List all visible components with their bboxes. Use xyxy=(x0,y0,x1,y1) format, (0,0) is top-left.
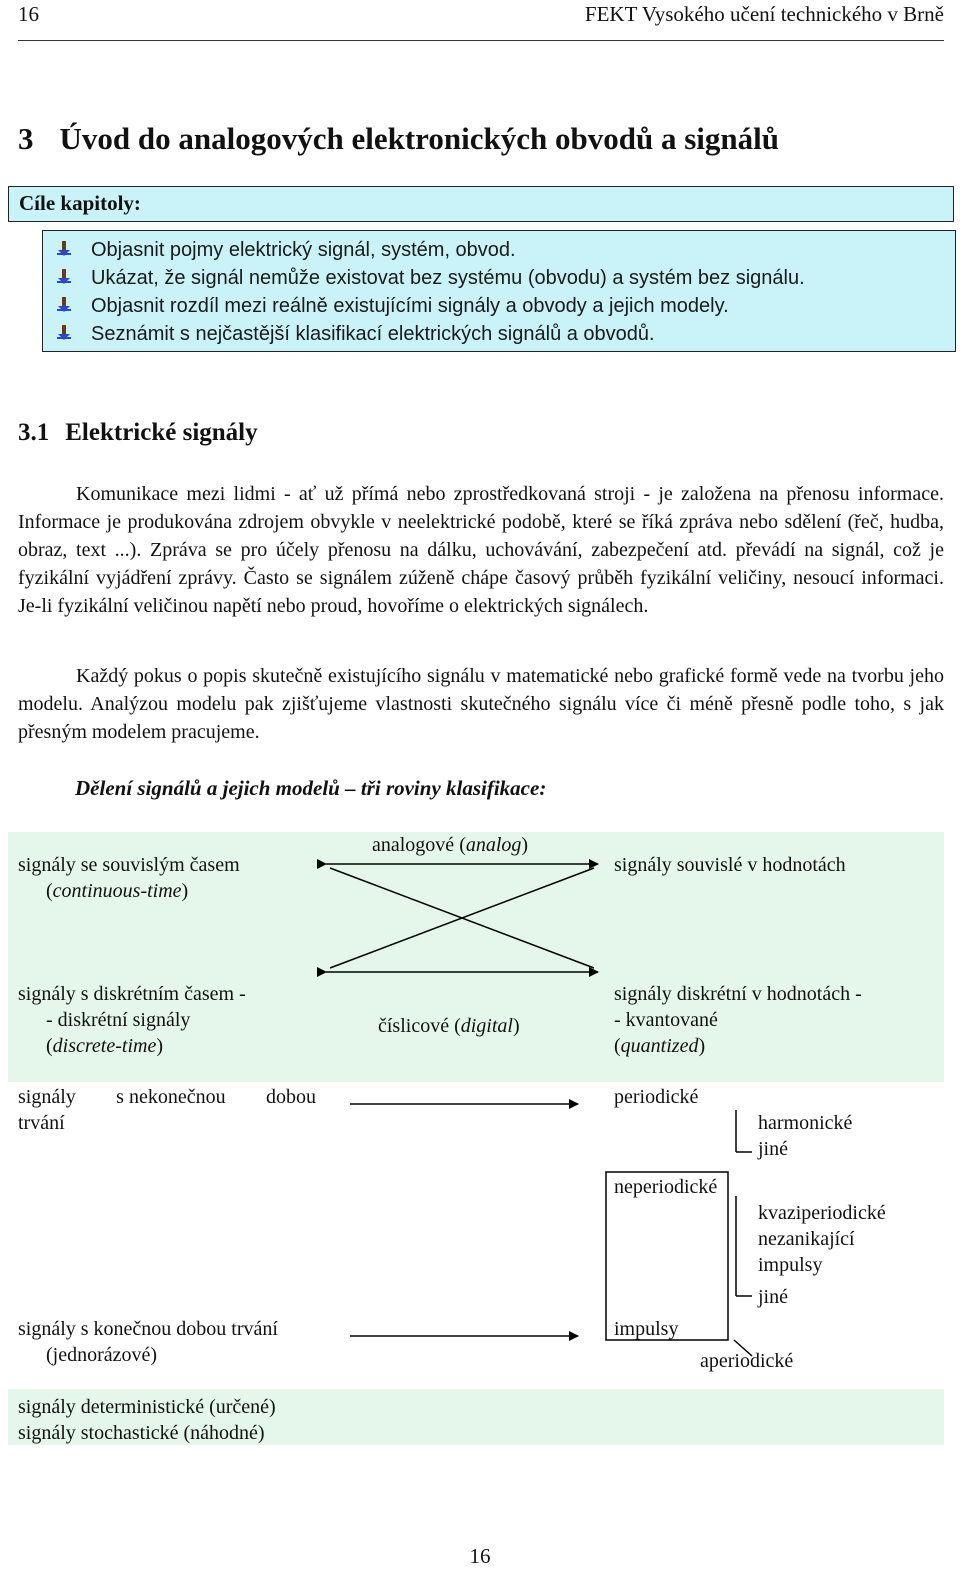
label-deterministic: signály deterministické (určené) xyxy=(18,1396,276,1418)
chapter-title-text: Úvod do analogových elektronických obvodů a signálů xyxy=(59,121,779,156)
header-page-number: 16 xyxy=(18,2,39,26)
classification-heading: Dělení signálů a jejich modelů – tři roviny klasifikace: xyxy=(75,776,547,800)
label-other-periodic: jiné xyxy=(758,1138,788,1160)
label-nonperiodic: neperiodické xyxy=(614,1176,718,1198)
chapter-number: 3 xyxy=(18,121,34,156)
label-digital: číslicové (digital) xyxy=(378,1015,520,1037)
paragraph: Každý pokus o popis skutečně existujícího signálu v matematické nebo grafické formě vede na tvorbu jeho modelu. Analýzou modelu pak zjišťujeme vlastnosti skutečného signálu více či méně přesně podle toho, s jak přesným modelem pracujeme. xyxy=(18,665,944,743)
goal-text: Seznámit s nejčastější klasifikací elektrických signálů a obvodů. xyxy=(91,323,655,345)
section-number: 3.1 xyxy=(18,419,50,446)
label-continuous-time: signály se souvislým časem (continuous-time) xyxy=(18,854,240,902)
label-nondecaying: nezanikající impulsy xyxy=(758,1228,855,1276)
section-title-text: Elektrické signály xyxy=(65,419,258,446)
label-periodic: periodické xyxy=(614,1086,699,1108)
goal-text: Objasnit rozdíl mezi reálně existujícími signály a obvody a jejich modely. xyxy=(91,295,729,317)
label-quasiperiodic: kvaziperiodické xyxy=(758,1202,886,1224)
goal-text: Ukázat, že signál nemůže existovat bez systému (obvodu) a systém bez signálu. xyxy=(91,267,805,289)
label-finite-duration: signály s konečnou dobou trvání (jednorázové) xyxy=(18,1318,278,1366)
header-institution: FEKT Vysokého učení technického v Brně xyxy=(584,2,944,26)
label-discrete-value: signály diskrétní v hodnotách - - kvantované (quantized) xyxy=(614,983,862,1057)
label-stochastic: signály stochastické (náhodné) xyxy=(18,1422,265,1444)
label-analog: analogové (analog) xyxy=(372,834,529,856)
label-continuous-value: signály souvislé v hodnotách xyxy=(614,854,846,876)
goals-heading: Cíle kapitoly: xyxy=(19,191,141,215)
label-impulses: impulsy xyxy=(614,1318,679,1340)
label-aperiodic: aperiodické xyxy=(700,1350,794,1372)
footer-page-number: 16 xyxy=(469,1544,491,1568)
label-infinite-duration: signály s nekonečnou dobou trvání xyxy=(18,1086,316,1134)
paragraph: Komunikace mezi lidmi - ať už přímá nebo zprostředkovaná stroji - je založena na přenosu informace. Informace je produkována zdrojem obvykle v neelektrické podobě, které se říká zpráva nebo sdělení (řeč, hudba, obraz, text ...). Zpráva se pro účely přenosu na dálku, uchovávání, zabezpečení atd. převádí na signál, což je fyzikální vyjádření zprávy. Často se signálem zúženě chápe časový průběh fyzikální veličiny, nesoucí informaci. Je-li fyzikální veličinou napětí nebo proud, hovoříme o elektrických signálech. xyxy=(18,483,944,617)
label-harmonic: harmonické xyxy=(758,1112,853,1134)
label-discrete-time: signály s diskrétním časem - - diskrétní signály (discrete-time) xyxy=(18,983,246,1057)
label-other-nonperiodic: jiné xyxy=(758,1286,788,1308)
goal-text: Objasnit pojmy elektrický signál, systém, obvod. xyxy=(91,239,516,261)
